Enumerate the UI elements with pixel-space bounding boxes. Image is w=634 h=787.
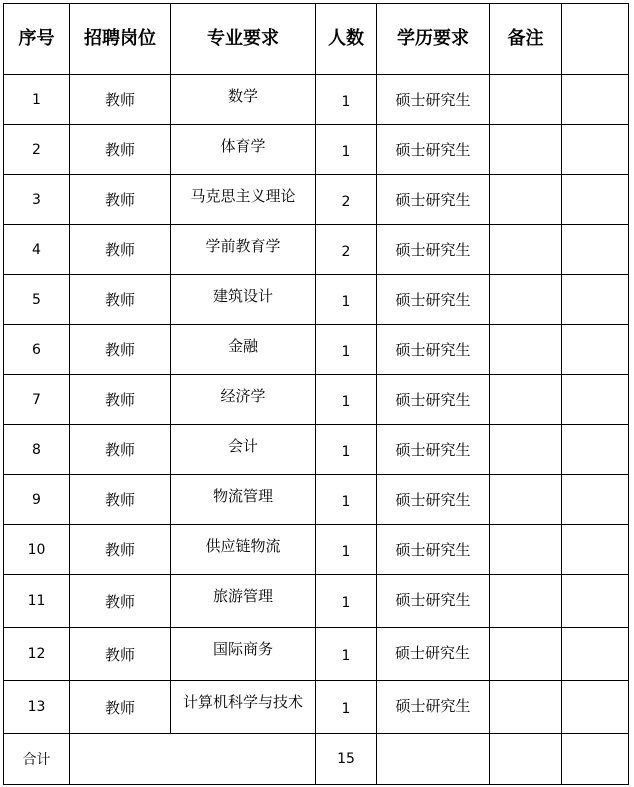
- cell-major: 国际商务: [171, 628, 316, 681]
- cell-major: 马克思主义理论: [171, 175, 316, 225]
- cell-count: 1: [316, 275, 377, 325]
- cell-count: 1: [316, 325, 377, 375]
- cell-post: 教师: [70, 525, 171, 575]
- table-row: [4, 375, 629, 425]
- header-note: 备注: [490, 4, 562, 75]
- cell-extra: [562, 681, 629, 734]
- cell-education: 硕士研究生: [377, 225, 490, 275]
- cell-education: 硕士研究生: [377, 275, 490, 325]
- cell-extra: [562, 225, 629, 275]
- header-post: 招聘岗位: [70, 4, 171, 75]
- cell-post: 教师: [70, 175, 171, 225]
- table-row: [4, 525, 629, 575]
- cell-major: 物流管理: [171, 475, 316, 525]
- cell-major: 金融: [171, 325, 316, 375]
- cell-education: 硕士研究生: [377, 575, 490, 628]
- cell-no: 2: [4, 125, 70, 175]
- cell-extra: [562, 325, 629, 375]
- cell-education: 硕士研究生: [377, 425, 490, 475]
- cell-note: [490, 225, 562, 275]
- cell-post: 教师: [70, 425, 171, 475]
- total-education: [377, 734, 490, 785]
- cell-count: 1: [316, 575, 377, 628]
- cell-major: 供应链物流: [171, 525, 316, 575]
- cell-post: 教师: [70, 75, 171, 125]
- header-education: 学历要求: [377, 4, 490, 75]
- cell-extra: [562, 425, 629, 475]
- cell-note: [490, 75, 562, 125]
- header-no: 序号: [4, 4, 70, 75]
- cell-note: [490, 681, 562, 734]
- cell-education: 硕士研究生: [377, 475, 490, 525]
- cell-count: 1: [316, 681, 377, 734]
- cell-note: [490, 628, 562, 681]
- header-count: 人数: [316, 4, 377, 75]
- cell-education: 硕士研究生: [377, 681, 490, 734]
- cell-count: 1: [316, 475, 377, 525]
- cell-major: 建筑设计: [171, 275, 316, 325]
- cell-note: [490, 575, 562, 628]
- cell-education: 硕士研究生: [377, 175, 490, 225]
- cell-no: 9: [4, 475, 70, 525]
- total-count: 15: [316, 734, 377, 785]
- table-row: [4, 225, 629, 275]
- cell-count: 2: [316, 175, 377, 225]
- cell-count: 1: [316, 125, 377, 175]
- cell-major: 会计: [171, 425, 316, 475]
- cell-major: 计算机科学与技术: [171, 681, 316, 734]
- cell-note: [490, 475, 562, 525]
- cell-education: 硕士研究生: [377, 125, 490, 175]
- cell-no: 8: [4, 425, 70, 475]
- table-row: [4, 325, 629, 375]
- cell-no: 10: [4, 525, 70, 575]
- cell-count: 1: [316, 425, 377, 475]
- header-major: 专业要求: [171, 4, 316, 75]
- cell-no: 4: [4, 225, 70, 275]
- cell-no: 3: [4, 175, 70, 225]
- cell-extra: [562, 575, 629, 628]
- cell-no: 13: [4, 681, 70, 734]
- cell-count: 1: [316, 525, 377, 575]
- total-empty-cell: [70, 734, 316, 785]
- total-label: 合计: [4, 734, 70, 785]
- total-row: [4, 734, 629, 785]
- table-row: [4, 175, 629, 225]
- table-row: [4, 475, 629, 525]
- cell-education: 硕士研究生: [377, 525, 490, 575]
- cell-no: 12: [4, 628, 70, 681]
- table-row: [4, 575, 629, 628]
- cell-extra: [562, 175, 629, 225]
- table-row: [4, 681, 629, 734]
- cell-education: 硕士研究生: [377, 628, 490, 681]
- cell-no: 6: [4, 325, 70, 375]
- cell-note: [490, 125, 562, 175]
- cell-major: 体育学: [171, 125, 316, 175]
- table-header-row: [4, 4, 629, 75]
- cell-post: 教师: [70, 125, 171, 175]
- cell-major: 学前教育学: [171, 225, 316, 275]
- cell-major: 数学: [171, 75, 316, 125]
- total-note: [490, 734, 562, 785]
- table-row: [4, 125, 629, 175]
- cell-no: 11: [4, 575, 70, 628]
- cell-no: 5: [4, 275, 70, 325]
- cell-post: 教师: [70, 275, 171, 325]
- cell-count: 1: [316, 375, 377, 425]
- header-extra: [562, 4, 629, 75]
- cell-extra: [562, 125, 629, 175]
- cell-count: 1: [316, 628, 377, 681]
- cell-post: 教师: [70, 575, 171, 628]
- cell-count: 1: [316, 75, 377, 125]
- cell-post: 教师: [70, 375, 171, 425]
- cell-post: 教师: [70, 628, 171, 681]
- cell-post: 教师: [70, 681, 171, 734]
- cell-extra: [562, 75, 629, 125]
- cell-no: 1: [4, 75, 70, 125]
- cell-major: 经济学: [171, 375, 316, 425]
- cell-extra: [562, 275, 629, 325]
- cell-count: 2: [316, 225, 377, 275]
- table-row: [4, 425, 629, 475]
- cell-education: 硕士研究生: [377, 75, 490, 125]
- cell-extra: [562, 375, 629, 425]
- cell-post: 教师: [70, 475, 171, 525]
- recruitment-table: [3, 3, 629, 785]
- cell-education: 硕士研究生: [377, 375, 490, 425]
- table-row: [4, 275, 629, 325]
- cell-post: 教师: [70, 325, 171, 375]
- cell-note: [490, 325, 562, 375]
- cell-extra: [562, 525, 629, 575]
- total-extra: [562, 734, 629, 785]
- cell-major: 旅游管理: [171, 575, 316, 628]
- cell-no: 7: [4, 375, 70, 425]
- cell-note: [490, 425, 562, 475]
- cell-note: [490, 375, 562, 425]
- cell-post: 教师: [70, 225, 171, 275]
- cell-extra: [562, 628, 629, 681]
- table-row: [4, 628, 629, 681]
- cell-note: [490, 525, 562, 575]
- table-row: [4, 75, 629, 125]
- cell-note: [490, 175, 562, 225]
- cell-education: 硕士研究生: [377, 325, 490, 375]
- cell-note: [490, 275, 562, 325]
- cell-extra: [562, 475, 629, 525]
